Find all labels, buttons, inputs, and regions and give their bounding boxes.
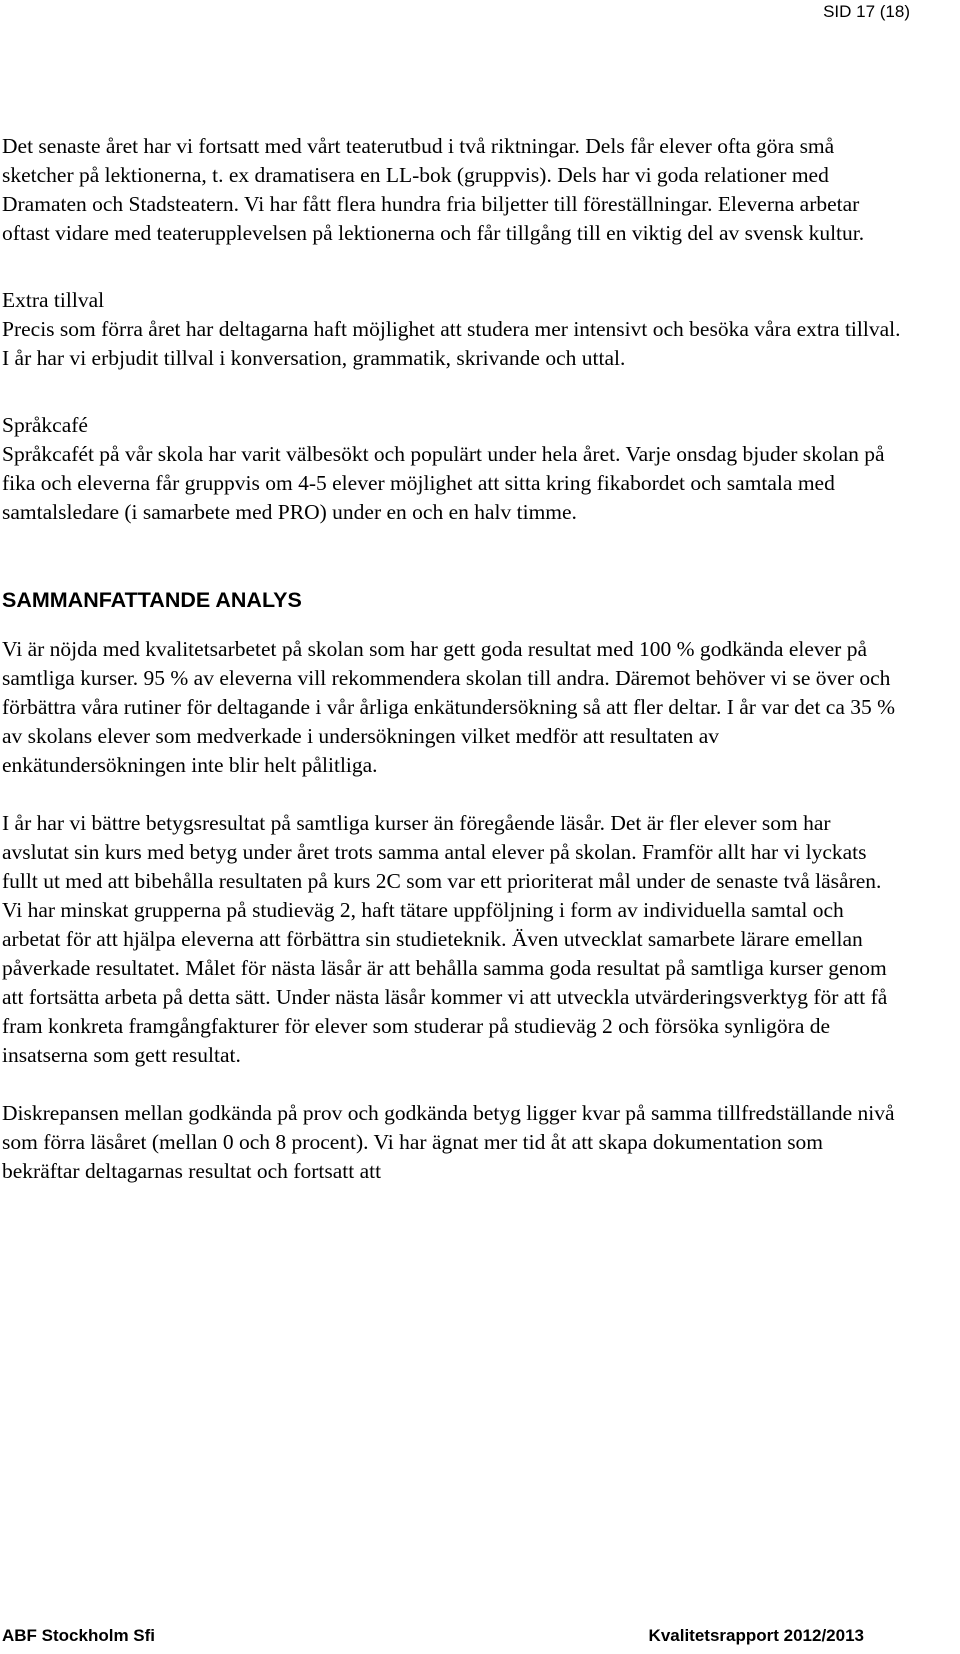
document-body	[2, 132, 902, 1186]
footer-report-title: Kvalitetsrapport 2012/2013	[648, 1626, 864, 1645]
paragraph-analysis-1: Vi är nöjda med kvalitetsarbetet på skolan som har gett goda resultat med 100 % godkända elever på samtliga kurser. 95 % av eleverna vill rekommendera skolan till andra. Däremot behöver vi se över och förbättra våra rutiner för deltagande i vår årliga enkätundersökning så att fler deltar. I år var det ca 35 % av skolans elever som medverkade i undersökningen vilket medför att resultaten av enkätundersökningen inte blir helt pålitliga.	[2, 637, 896, 777]
footer-organisation: ABF Stockholm Sfi	[2, 1626, 156, 1645]
page-number: SID 17 (18)	[823, 2, 910, 21]
paragraph-theatre: Det senaste året har vi fortsatt med vårt teaterutbud i två riktningar. Dels får elever ofta göra små sketcher på lektionerna, t. ex dramatisera en LL-bok (gruppvis). Dels har vi goda relationer med Dramaten och Stadsteatern. Vi har fått flera hundra fria biljetter till föreställningar. Eleverna arbetar oftast vidare med teaterupplevelsen på lektionerna och får tillgång till en viktig del av svensk kultur.	[2, 134, 865, 245]
paragraph-extra-tillval: Precis som förra året har deltagarna haft möjlighet att studera mer intensivt och besöka våra extra tillval. I år har vi erbjudit tillval i konversation, grammatik, skrivande och uttal.	[2, 317, 901, 370]
paragraph-analysis-3: Diskrepansen mellan godkända på prov och godkända betyg ligger kvar på samma tillfredställande nivå som förra läsåret (mellan 0 och 8 procent). Vi har ägnat mer tid åt att skapa dokumentation som bekräftar deltagarnas resultat och fortsatt att	[2, 1101, 895, 1183]
subheading-extra-tillval: Extra tillval	[2, 288, 105, 312]
paragraph-sprakcafe: Språkcafét på vår skola har varit välbesökt och populärt under hela året. Varje onsdag bjuder skolan på fika och eleverna får gruppvis om 4-5 elever möjlighet att sitta kring fikabordet och samtala med samtalsledare (i samarbete med PRO) under en och en halv timme.	[2, 442, 885, 524]
section-title: SAMMANFATTANDE ANALYS	[2, 588, 302, 612]
page-footer	[2, 1626, 864, 1646]
paragraph-analysis-2: I år har vi bättre betygsresultat på samtliga kurser än föregående läsår. Det är fler elever som har avslutat sin kurs med betyg under året trots samma antal elever på skolan. Framför allt har vi lyckats fullt ut med att bibehålla resultaten på kurs 2C som var ett prioriterat mål under de senaste två läsåren. Vi har minskat grupperna på studieväg 2, haft tätare uppföljning i form av individuella samtal och arbetat för att hjälpa eleverna att förbättra sin studieteknik. Även utvecklat samarbete lärare emellan påverkade resultatet. Målet för nästa läsår är att behålla samma goda resultat på samtliga kurser genom att fortsätta arbeta på detta sätt. Under nästa läsår kommer vi att utveckla utvärderingsverktyg för att få fram konkreta framgångfakturer för elever som studerar på studieväg 2 och försöka synligöra de insatserna som gett resultat.	[2, 811, 888, 1067]
subheading-sprakcafe: Språkcafé	[2, 413, 88, 437]
